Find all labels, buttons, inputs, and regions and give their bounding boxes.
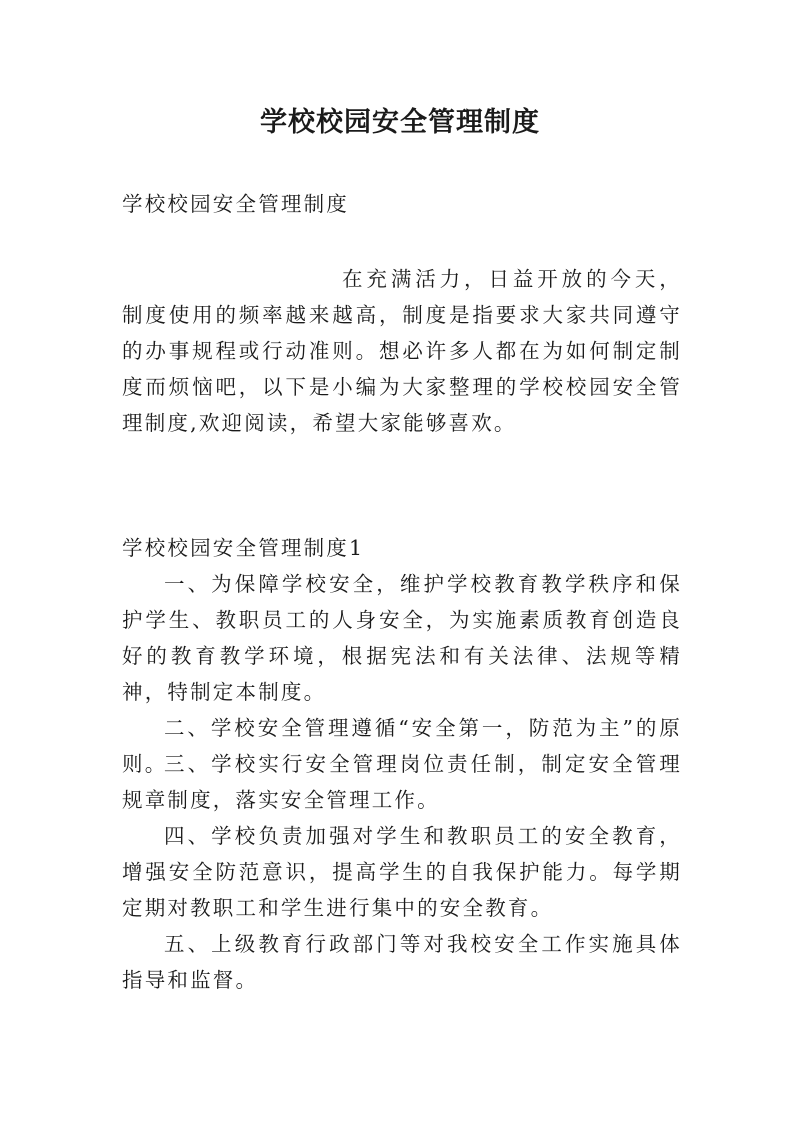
- rule-item-4: 四、学校负责加强对学生和教职员工的安全教育，增强安全防范意识，提高学生的自我保护能力。每学期定期对教职工和学生进行集中的安全教育。: [122, 824, 682, 920]
- document-title: 学校校园安全管理制度: [260, 107, 540, 138]
- rule-item-2: 二、学校安全管理遵循“安全第一，防范为主”的原则。: [122, 716, 682, 776]
- rule-item-5: 五、上级教育行政部门等对我校安全工作实施具体指导和监督。: [122, 932, 682, 992]
- document-subtitle: 学校校园安全管理制度: [122, 192, 349, 216]
- rule-item-1: 一、为保障学校安全，维护学校教育教学秩序和保护学生、教职员工的人身安全，为实施素质教育创造良好的教育教学环境，根据宪法和有关法律、法规等精神，特制定本制度。: [122, 572, 682, 704]
- rule-item-3: 三、学校实行安全管理岗位责任制，制定安全管理规章制度，落实安全管理工作。: [122, 752, 682, 812]
- intro-paragraph: 在充满活力，日益开放的今天，制度使用的频率越来越高，制度是指要求大家共同遵守的办事规程或行动准则。想必许多人都在为如何制定制度而烦恼吧，以下是小编为大家整理的学校校园安全管理制度,欢迎阅读，希望大家能够喜欢。: [122, 267, 682, 435]
- section-heading: 学校校园安全管理制度1: [122, 536, 365, 560]
